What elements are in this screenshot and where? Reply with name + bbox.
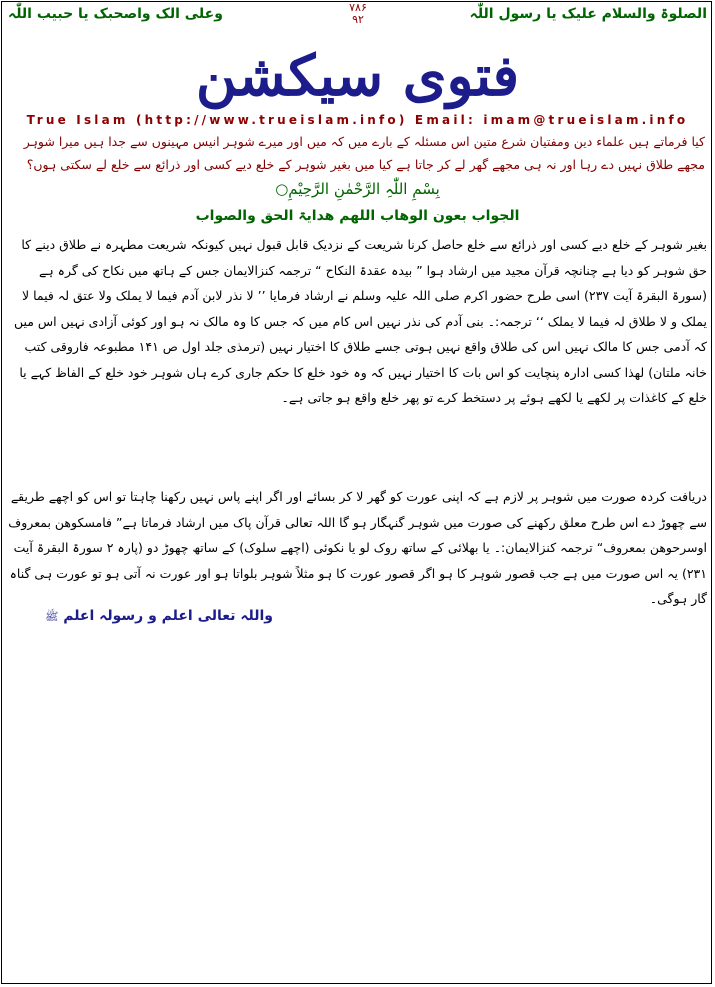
question-text: کیا فرماتے ہیں علماء دین ومفتیان شرع متین اس مسئلہ کے بارے میں کہ میں اور میرے شوہر انیس مہینوں سے جدا ہیں میرا شوہر مجھے طلاق نہیں دے رہا اور نہ ہی مجھے گھر لے کر جاتا ہے کیا میں بغیر شوہر کے خلع دیے کسی اور ذرائع سے خلع لے سکتی ہوں؟ [23, 134, 705, 172]
salutation-left: وعلی الک واصحبک یا حبیب اللّٰہ [8, 6, 223, 22]
answer-heading: الجواب بعون الوھاب اللھم ھدایۃ الحق والصواب [195, 208, 520, 224]
page-title: فتوی سیکشن [195, 43, 520, 109]
answer-paragraph-1: بغیر شوہر کے خلع دیے کسی اور ذرائع سے خلع حاصل کرنا شریعت کے نزدیک قابل قبول نہیں کیونکہ شریعت مطہرہ نے طلاق دینے کا حق شوہر کو دیا ہے چنانچہ قرآن مجید میں ارشاد ہوا ” بیدہ عقدۃ النکاح “ ترجمہ کنزالایمان جس کے ہاتھ میں نکاح کی گرہ ہے (سورۃ البقرۃ آیت ۲۳۷) اسی طرح حضور اکرم صلی اللہ علیہ وسلم نے ارشاد فرمایا ’’ لا نذر لابن آدم فیما لا یملک ولا عتق لہ فیما لا یملک و لا طلاق لہ فیما لا یملک ‘‘ ترجمہ:۔ بنی آدم کی نذر نہیں اس کام میں کہ جس کا وہ مالک نہ ہو اور کوئی آزادی نہیں اس میں کہ آدمی جس کا مالک نہیں اس کی طلاق واقع نہیں ہوتی جسے طلاق کا اختیار نہیں (ترمذی جلد اول ص ۱۴۱ مطبوعہ فاروقی کتب خانہ ملتان) لھذا کسی ادارہ پنچایت کو اس بات کا اختیار نہیں کہ وہ خود خلع کا حکم جاری کرے ہاں شوہر خود خلع کے الفاظ کہے یا خلع کے کاغذات پر لکھے یا لکھے ہوئے پر دستخط کرے تو پھر خلع واقع ہو جاتی ہے۔ [13, 237, 707, 405]
salutation-symbol: ﷺ [45, 610, 59, 623]
bismillah: بِسْمِ اللّٰہِ الرَّحْمٰنِ الرَّحِیْمِ○ [275, 180, 440, 198]
closing-line [45, 608, 273, 626]
salutation-right: الصلوۃ والسلام علیک یا رسول اللّٰہ [469, 6, 707, 22]
closing-text: واللہ تعالی اعلم و رسولہ اعلم [63, 608, 273, 624]
reference-line-1: ۷۸۶ [349, 1, 367, 14]
reference-number [338, 2, 378, 26]
contact-line: True Islam (http://www.trueislam.info) Email: imam@trueislam.info [26, 113, 689, 127]
reference-line-2: ۹۲ [352, 13, 364, 26]
answer-paragraph-2: دریافت کردہ صورت میں شوہر پر لازم ہے کہ اپنی عورت کو گھر لا کر بسائے اور اگر اپنے پاس نہیں رکھنا چاہتا تو اس کو اچھے طریقے سے چھوڑ دے اس طرح معلق رکھنے کی صورت میں شوہر گنہگار ہو گا اللہ تعالی قرآن پاک میں ارشاد فرماتا ہے” فامسکوھن بمعروف اوسرحوھن بمعروف“ ترجمہ کنزالایمان:۔ یا بھلائی کے ساتھ روک لو یا نکوئی (اچھے سلوک) کے ساتھ چھوڑ دو (پارہ ۲ سورۃ البقرۃ آیت ۲۳۱) یہ اس صورت میں ہے جب قصور شوہر کا ہو اگر قصور عورت کا ہو مثلاً شوہر بلواتا ہو اور عورت نہ آتی ہو تو عورت ہی گناہ گار ہوگی۔ [8, 489, 707, 606]
